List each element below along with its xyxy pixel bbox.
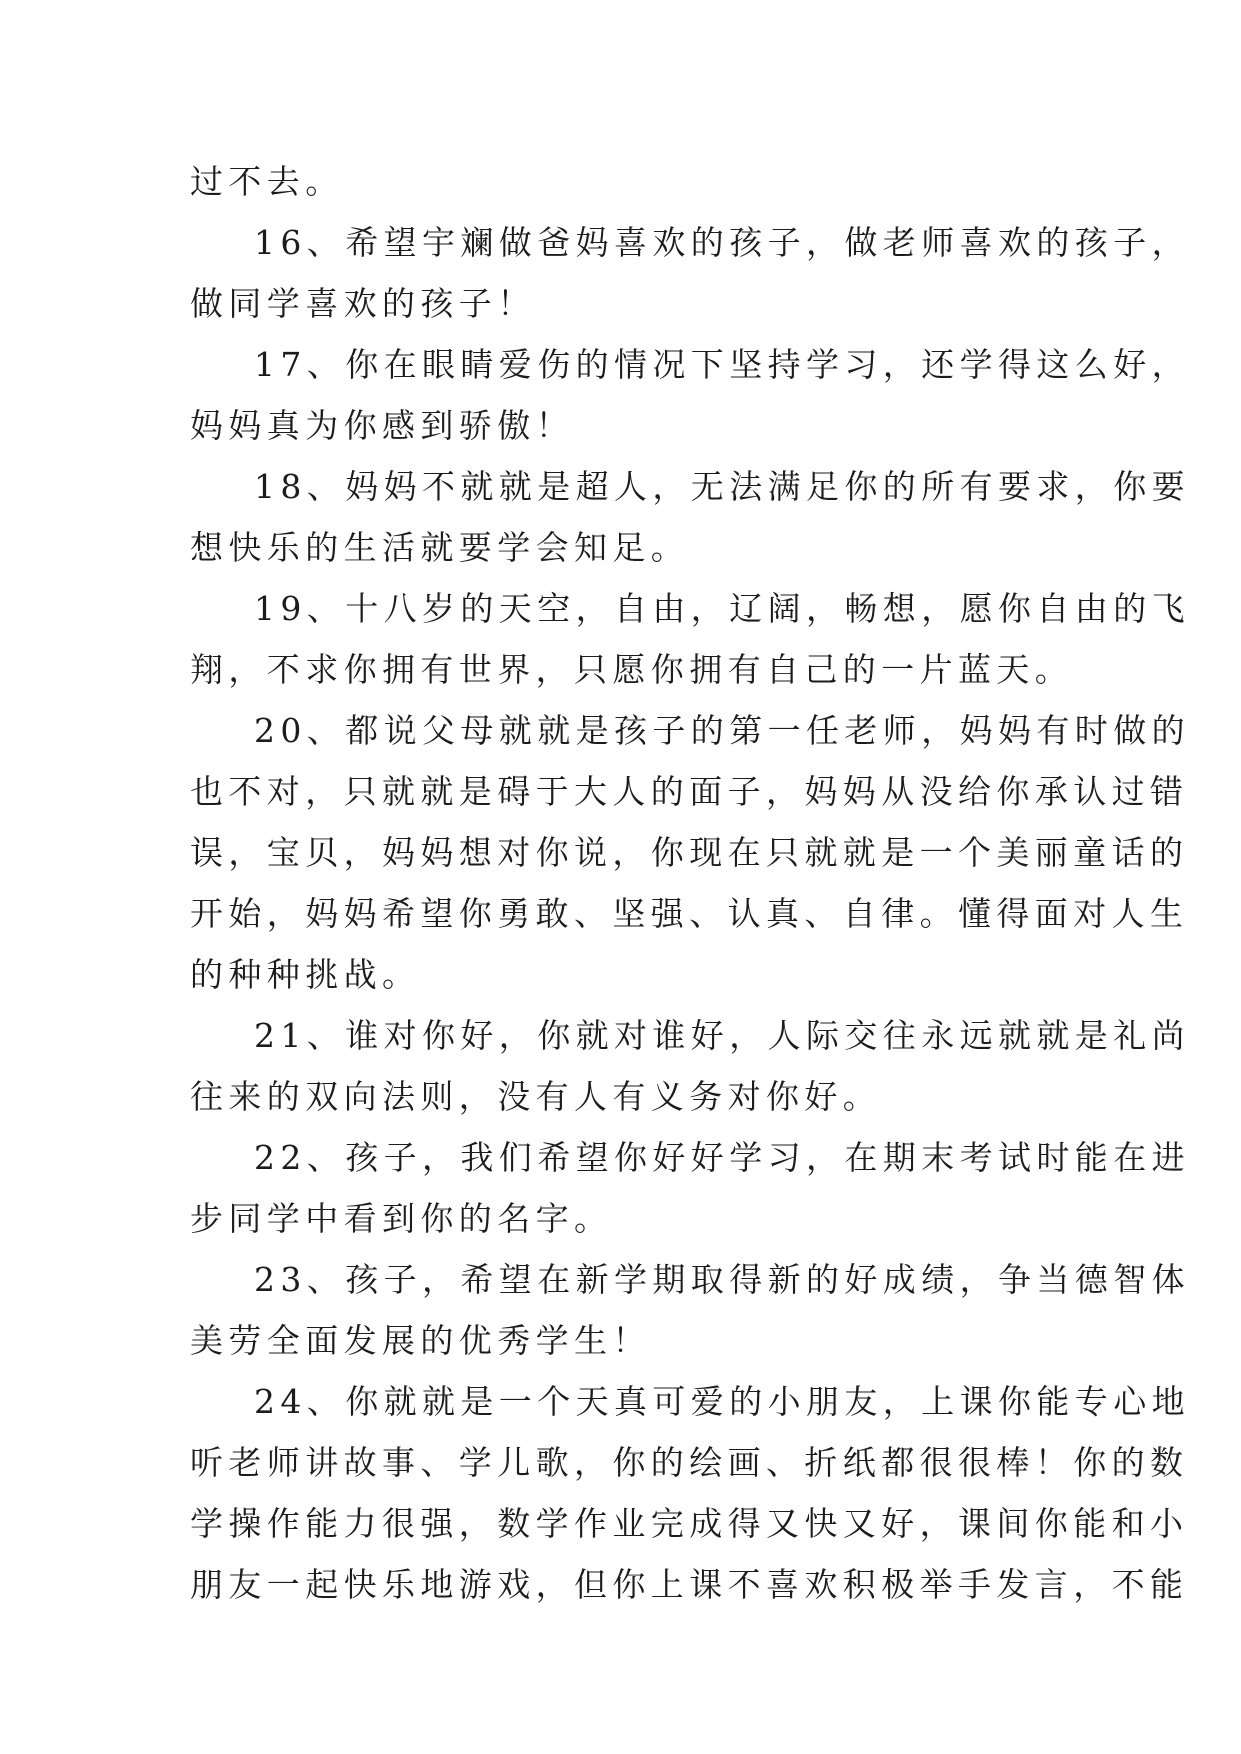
text-line: 想快乐的生活就要学会知足。 xyxy=(190,528,690,567)
text-line: 朋友一起快乐地游戏，但你上课不喜欢积极举手发言，不能 xyxy=(190,1565,1189,1604)
text-line: 22、孩子，我们希望你好好学习，在期末考试时能在进 xyxy=(254,1138,1190,1177)
text-line: 23、孩子，希望在新学期取得新的好成绩，争当德智体 xyxy=(254,1260,1190,1299)
text-line: 17、你在眼睛爱伤的情况下坚持学习，还学得这么好， xyxy=(254,345,1190,384)
text-line: 步同学中看到你的名字。 xyxy=(190,1199,613,1238)
text-line: 听老师讲故事、学儿歌，你的绘画、折纸都很很棒！你的数 xyxy=(190,1443,1189,1482)
text-line: 往来的双向法则，没有人有义务对你好。 xyxy=(190,1077,882,1116)
text-line: 20、都说父母就就是孩子的第一任老师，妈妈有时做的 xyxy=(254,711,1190,750)
text-line: 误，宝贝，妈妈想对你说，你现在只就就是一个美丽童话的 xyxy=(190,833,1189,872)
text-line: 学操作能力很强，数学作业完成得又快又好，课间你能和小 xyxy=(190,1504,1189,1543)
text-line: 24、你就就是一个天真可爱的小朋友，上课你能专心地 xyxy=(254,1382,1190,1421)
text-line: 18、妈妈不就就是超人，无法满足你的所有要求，你要 xyxy=(254,467,1190,506)
text-line: 21、谁对你好，你就对谁好，人际交往永远就就是礼尚 xyxy=(254,1016,1190,1055)
text-line: 19、十八岁的天空，自由，辽阔，畅想，愿你自由的飞 xyxy=(254,589,1190,628)
text-line: 翔，不求你拥有世界，只愿你拥有自己的一片蓝天。 xyxy=(190,650,1074,689)
text-line: 做同学喜欢的孩子！ xyxy=(190,284,536,323)
text-line: 开始，妈妈希望你勇敢、坚强、认真、自律。懂得面对人生 xyxy=(190,894,1189,933)
text-line: 16、希望宇斓做爸妈喜欢的孩子，做老师喜欢的孩子， xyxy=(254,223,1190,262)
text-line: 过不去。 xyxy=(190,162,344,201)
text-line: 也不对，只就就是碍于大人的面子，妈妈从没给你承认过错 xyxy=(190,772,1189,811)
text-line: 的种种挑战。 xyxy=(190,955,421,994)
text-line: 妈妈真为你感到骄傲！ xyxy=(190,406,574,445)
text-line: 美劳全面发展的优秀学生！ xyxy=(190,1321,651,1360)
